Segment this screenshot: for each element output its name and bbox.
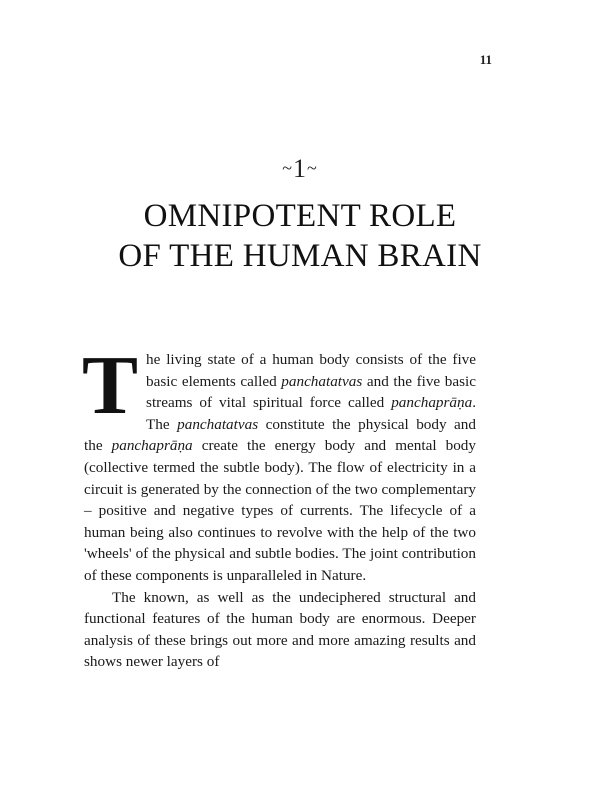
paragraph-1-text-3: . The xyxy=(146,394,476,433)
page-number: 11 xyxy=(479,52,492,67)
term-panchaprana-2: panchaprāṇa xyxy=(111,437,193,455)
body-text xyxy=(82,339,476,673)
paragraph-1-text-2: and the five basic streams of vital spiritual force called xyxy=(146,372,476,412)
chapter-number: 1 xyxy=(293,154,307,183)
tilde-ornament-left: ~ xyxy=(282,158,293,178)
paragraph-1-text-5: create the energy body and mental body (collective termed the subtle body). The flow of electricity in a circuit is generated by the connection of the two complementary – positive and negative types of currents. The lifecycle of a human being also continues to revolve with the help of the two 'wheels' of the physical and subtle bodies. The joint contribution of these components is unparalleled in Nature. xyxy=(84,437,476,584)
paragraph-1 xyxy=(82,339,476,587)
paragraph-2: The known, as well as the undeciphered structural and functional features of the human body are enormous. Deeper analysis of these brings out more and more amazing results and shows newer layers of xyxy=(84,588,476,671)
term-panchatatvas-2: panchatatvas xyxy=(177,415,259,433)
paragraph-1-text-4: constitute the physical body and the xyxy=(84,415,476,455)
chapter-title-line-1: OMNIPOTENT ROLE xyxy=(143,198,457,234)
term-panchatatvas: panchatatvas xyxy=(281,372,363,390)
chapter-number-ornament xyxy=(0,154,600,184)
chapter-title xyxy=(0,196,600,276)
drop-cap: T xyxy=(82,339,139,432)
tilde-ornament-right: ~ xyxy=(307,158,318,178)
term-panchaprana: panchaprāṇa xyxy=(391,394,473,412)
paragraph-1-text-1: he living state of a human body consists of the five basic elements called xyxy=(146,351,476,390)
chapter-title-line-2: OF THE HUMAN BRAIN xyxy=(118,238,482,274)
